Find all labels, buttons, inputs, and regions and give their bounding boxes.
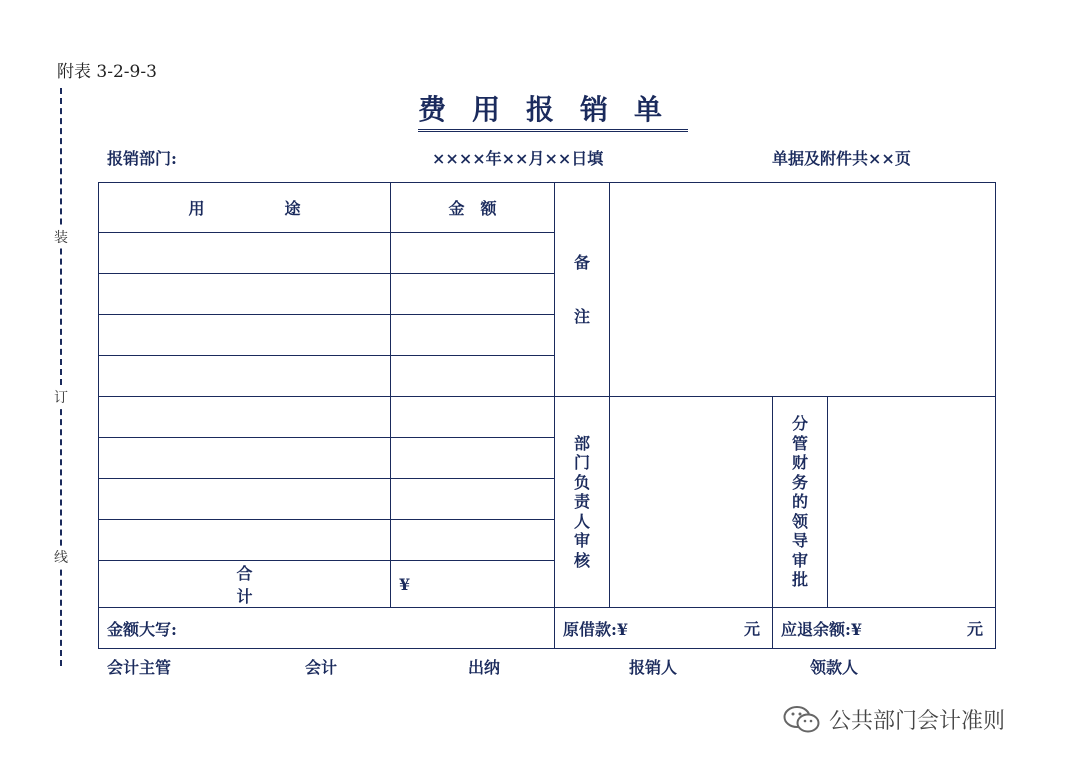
amount-field[interactable]	[391, 397, 555, 438]
amount-header: 金额	[391, 183, 555, 233]
amount-field[interactable]	[391, 356, 555, 397]
refund-unit: 元	[967, 619, 984, 639]
remarks-field[interactable]	[610, 183, 996, 397]
dept-review-field[interactable]	[610, 397, 773, 608]
total-amount-field[interactable]	[391, 561, 555, 608]
original-borrow-label: 原借款:¥	[563, 619, 629, 639]
original-borrow-unit: 元	[743, 619, 760, 639]
binding-char-zhuang: 装	[51, 228, 71, 248]
purpose-field[interactable]	[99, 397, 391, 438]
purpose-field[interactable]	[99, 520, 391, 561]
refund-label: 应退余额:¥	[781, 619, 863, 639]
signature-claimant: 报销人	[629, 658, 678, 677]
dept-label: 报销部门:	[107, 149, 177, 168]
form-title: 费用报销单	[418, 92, 688, 132]
expense-form-table	[98, 182, 996, 649]
total-currency: ¥	[399, 574, 411, 594]
signature-accountant: 会计	[305, 658, 338, 677]
watermark-text: 公共部门会计准则	[829, 709, 1006, 734]
finance-approval-label-cell	[773, 397, 828, 608]
remarks-label-cell	[555, 183, 610, 397]
finance-approval-label: 分管财务的领导审批	[792, 414, 809, 590]
total-label: 合计	[99, 561, 391, 608]
binding-dashed-line	[60, 88, 62, 666]
watermark	[783, 704, 1005, 735]
purpose-field[interactable]	[99, 438, 391, 479]
remarks-label: 备注	[574, 252, 591, 326]
amount-field[interactable]	[391, 479, 555, 520]
amount-field[interactable]	[391, 274, 555, 315]
purpose-field[interactable]	[99, 315, 391, 356]
amount-in-words-field[interactable]	[99, 608, 555, 649]
fill-date: ××××年××月××日填	[432, 149, 604, 168]
attachment-pages: 单据及附件共××页	[772, 149, 911, 168]
amount-field[interactable]	[391, 520, 555, 561]
appendix-label: 附表 3-2-9-3	[57, 62, 157, 82]
amount-in-words-label: 金额大写:	[107, 619, 177, 639]
purpose-field[interactable]	[99, 479, 391, 520]
purpose-field[interactable]	[99, 233, 391, 274]
amount-field[interactable]	[391, 438, 555, 479]
signature-cashier: 出纳	[468, 658, 501, 677]
signature-receiver: 领款人	[810, 658, 859, 677]
purpose-field[interactable]	[99, 274, 391, 315]
binding-char-xian: 线	[51, 548, 71, 568]
original-borrow-field[interactable]	[555, 608, 773, 649]
signature-supervisor: 会计主管	[107, 658, 172, 677]
binding-char-ding: 订	[51, 388, 71, 408]
finance-approval-field[interactable]	[828, 397, 996, 608]
dept-review-label-cell	[555, 397, 610, 608]
dept-review-label: 部门负责人审核	[574, 433, 591, 570]
wechat-icon	[783, 705, 821, 735]
purpose-header: 用途	[99, 183, 391, 233]
refund-field[interactable]	[773, 608, 996, 649]
amount-field[interactable]	[391, 233, 555, 274]
amount-field[interactable]	[391, 315, 555, 356]
purpose-field[interactable]	[99, 356, 391, 397]
